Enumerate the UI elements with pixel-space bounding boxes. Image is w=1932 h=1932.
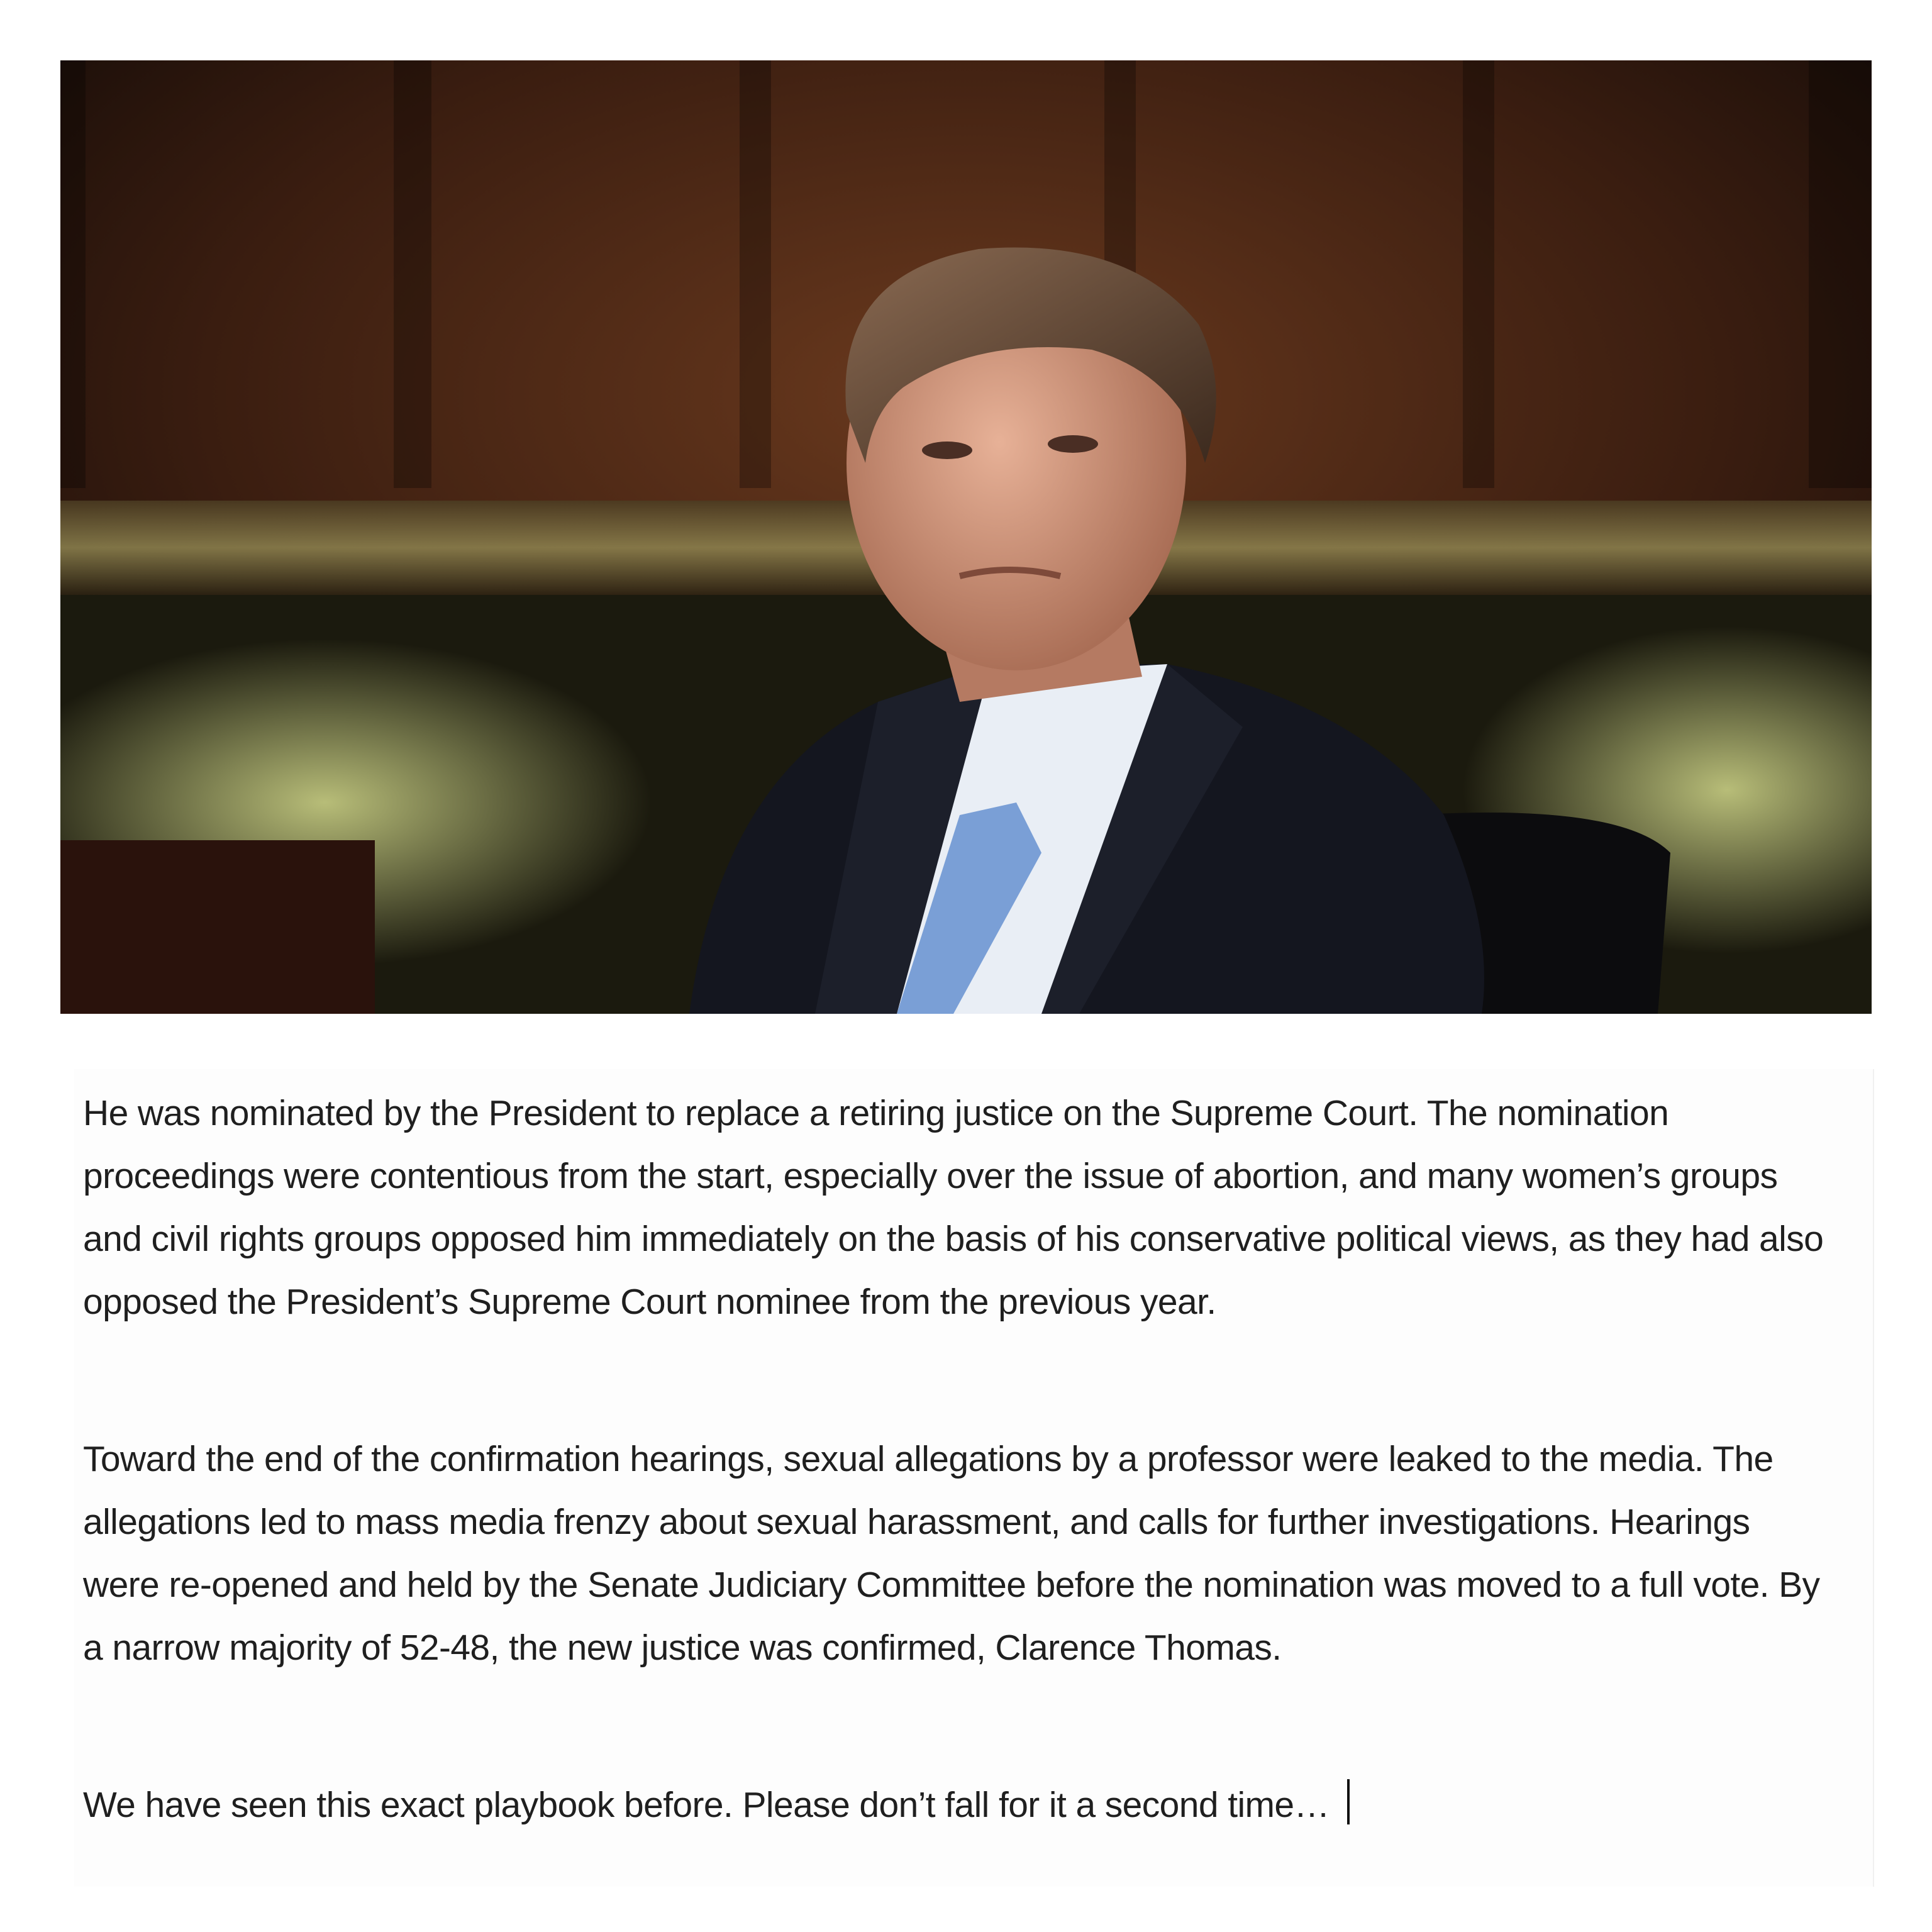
paragraph-closing	[83, 1774, 1835, 1836]
paragraph-nomination: He was nominated by the President to replace a retiring justice on the Supreme Court. The nomination proceedings were contentious from the start, especially over the issue of abortion, and many women’s groups and civil rights groups opposed him immediately on the basis of his conservative political views, as they had also opposed the President’s Supreme Court nominee from the previous year.	[83, 1093, 1824, 1322]
text-cursor	[1347, 1779, 1350, 1824]
closing-text: We have seen this exact playbook before. Please don’t fall for it a second time…	[83, 1785, 1330, 1825]
hearing-photo	[60, 60, 1872, 1014]
nominee-portrait-image	[60, 60, 1872, 1014]
paragraph-allegations: Toward the end of the confirmation hearings, sexual allegations by a professor were leaked to the media. The allegations led to mass media frenzy about sexual harassment, and calls for further investigations. Hearings were re-opened and held by the Senate Judiciary Committee before the nomination was moved to a full vote. By a narrow majority of 52-48, the new justice was confirmed, Clarence Thomas.	[83, 1439, 1820, 1668]
text-panel	[74, 1069, 1874, 1887]
